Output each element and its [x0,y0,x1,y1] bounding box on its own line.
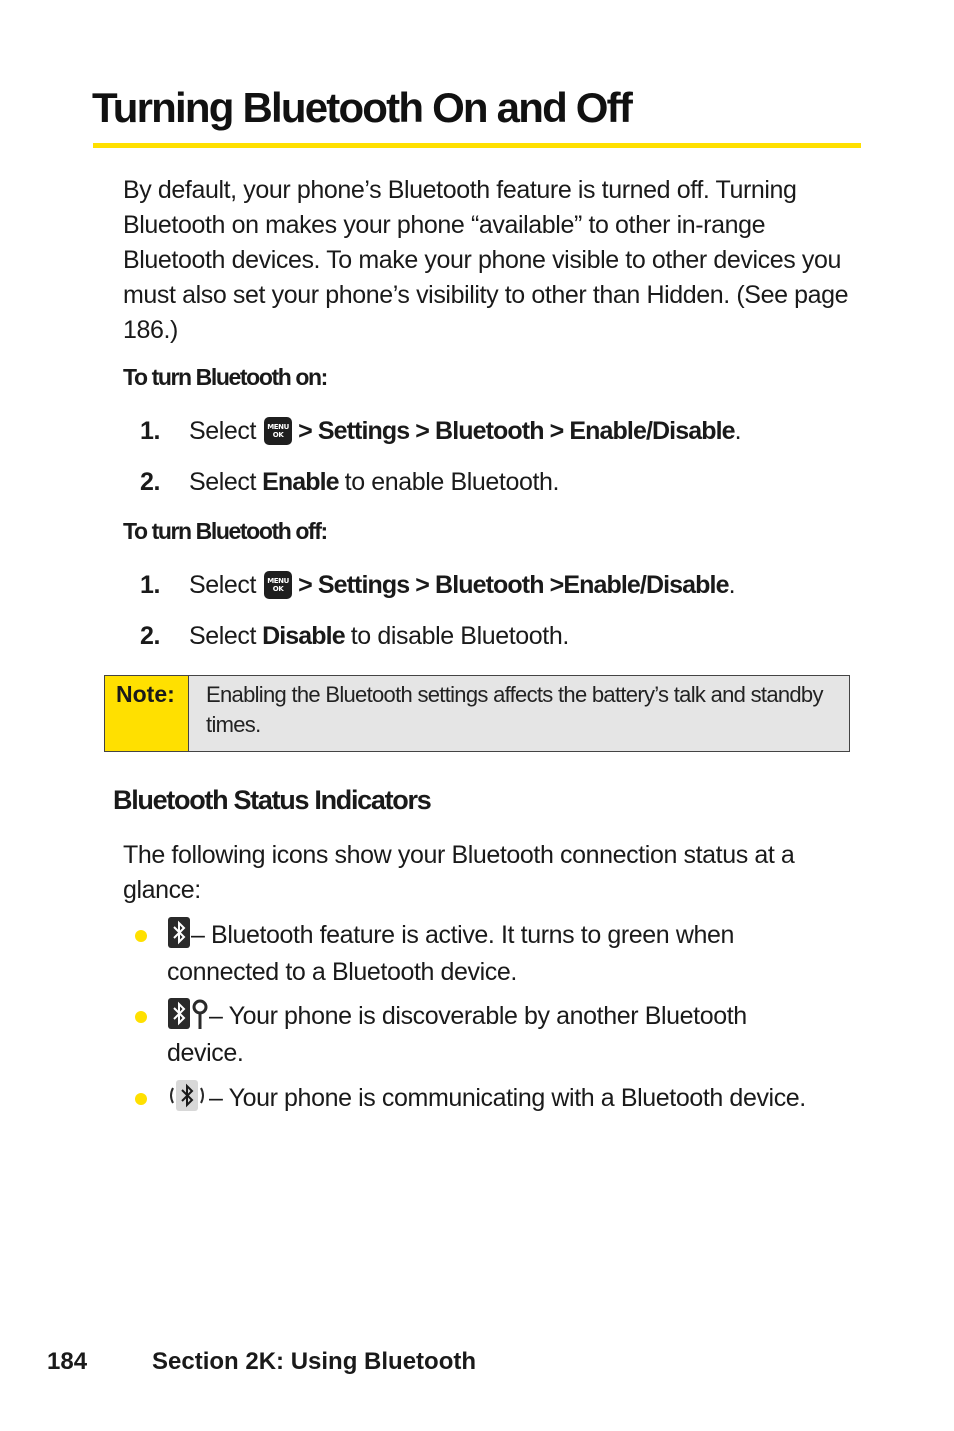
bullet-dot [135,1093,147,1105]
step-number: 1. [140,416,161,445]
menu-ok-key-icon: MENU OK [264,571,292,599]
step-select-text: Select [189,621,257,650]
step-end: . [734,416,742,445]
list-item [128,1079,828,1117]
status-indicators-heading: Bluetooth Status Indicators [113,785,431,815]
intro-paragraph: By default, your phone’s Bluetooth feature is turned off. Turning Bluetooth on makes your phone “available” to other in-range Bluetooth devices. To make your phone visible to other devices you must also set your phone’s visibility to other than Hidden. (See page 186.) [123,176,849,344]
menu-ok-key-icon: MENU OK [264,417,292,445]
enable-option: Enable [262,467,339,496]
disable-option: Disable [262,621,345,650]
page-number: 184 [47,1348,88,1375]
step-select-text: Select [189,570,257,599]
step-number: 2. [140,621,161,650]
step-select-text: Select [189,416,257,445]
list-item [128,916,828,991]
status-item-text: – Bluetooth feature is active. It turns to green when connected to a Bluetooth device. [167,921,735,986]
note-box [104,675,850,752]
title-underline [93,143,861,148]
step-rest-text: to enable Bluetooth. [344,467,560,496]
bluetooth-active-icon [167,916,191,949]
status-intro: The following icons show your Bluetooth connection status at a glance: [123,841,795,904]
step-number: 1. [140,570,161,599]
status-item-text: – Your phone is communicating with a Bluetooth device. [209,1084,806,1112]
turn-on-step-2 [140,464,559,500]
section-footer: Section 2K: Using Bluetooth [152,1348,476,1375]
status-item-text: – Your phone is discoverable by another Bluetooth device. [167,1002,747,1067]
bluetooth-discoverable-icon [167,997,209,1030]
step-rest-text: to disable Bluetooth. [350,621,569,650]
step-select-text: Select [189,467,257,496]
turn-off-step-2 [140,618,569,654]
menu-path: > Settings > Bluetooth > Enable/Disable [298,416,735,445]
bluetooth-communicating-icon [167,1079,209,1112]
bullet-dot [135,930,147,942]
note-label: Note: [105,676,189,751]
turn-off-heading: To turn Bluetooth off: [123,518,327,544]
turn-on-step-1 [140,413,741,449]
list-item [128,997,828,1072]
menu-path: > Settings > Bluetooth >Enable/Disable [298,570,729,599]
step-end: . [728,570,736,599]
note-text: Enabling the Bluetooth settings affects the battery’s talk and standby times. [206,682,823,737]
turn-off-step-1 [140,567,735,603]
page-title: Turning Bluetooth On and Off [92,84,632,131]
bullet-dot [135,1011,147,1023]
step-number: 2. [140,467,161,496]
turn-on-heading: To turn Bluetooth on: [123,364,327,390]
